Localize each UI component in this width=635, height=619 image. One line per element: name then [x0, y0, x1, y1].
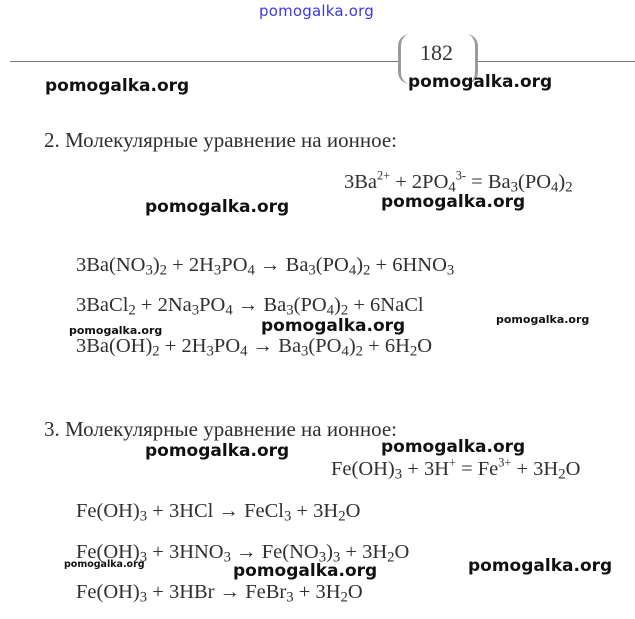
- section-3-ionic-equation: $Fe(OH)_3 + 3H^+ = Fe^{3+} + 3H_2O$: [331, 455, 581, 483]
- section-2-ionic-equation: $3Ba^{2+} + 2PO_4^{3-} = Ba_3(PO_4)_2$: [344, 168, 573, 196]
- header-rule: [10, 61, 635, 62]
- section-3-equation-3: $Fe(OH)_3 + 3HBr$ → FeBr$_3$ + $3H_2O$: [76, 581, 363, 606]
- site-link[interactable]: pomogalka.org: [259, 2, 374, 20]
- section-2-heading: 2. Молекулярные уравнение на ионное:: [44, 128, 397, 152]
- section-3-equation-2: $Fe(OH)_3 + 3HNO_3 \to Fe(NO_3)_3 + 3H_2O$: [76, 541, 410, 566]
- watermark: pomogalka.org: [496, 313, 590, 326]
- watermark: pomogalka.org: [261, 316, 406, 336]
- section-2-equation-3: $3Ba(OH)_2 + 2H_3PO_4 \to Ba_3(PO_4)_2 + 6H_2O$: [76, 335, 433, 360]
- section-2-equation-1: $3Ba(NO_3)_2 + 2H_3PO_4 \to Ba_3(PO_4)_2 + 6HNO_3$: [76, 254, 455, 279]
- section-2-equation-2: 3BaCl$_2$ + $2Na_3PO_4 \to Ba_3(PO_4)_2$ + 6NaCl: [76, 294, 424, 319]
- section-3-heading: 3. Молекулярные уравнение на ионное:: [44, 417, 397, 441]
- watermark: pomogalka.org: [64, 559, 145, 570]
- watermark: pomogalka.org: [468, 556, 613, 576]
- watermark: pomogalka.org: [408, 72, 553, 92]
- watermark: pomogalka.org: [45, 76, 190, 96]
- watermark: pomogalka.org: [145, 197, 290, 217]
- watermark: pomogalka.org: [145, 441, 290, 461]
- watermark: pomogalka.org: [381, 192, 526, 212]
- watermark: pomogalka.org: [381, 437, 526, 457]
- page-number: 182: [420, 40, 453, 65]
- section-3-equation-1: $Fe(OH)_3 + 3HCl$ → FeCl$_3$ + $3H_2O$: [76, 500, 361, 525]
- watermark: pomogalka.org: [69, 324, 163, 337]
- watermark: pomogalka.org: [233, 561, 378, 581]
